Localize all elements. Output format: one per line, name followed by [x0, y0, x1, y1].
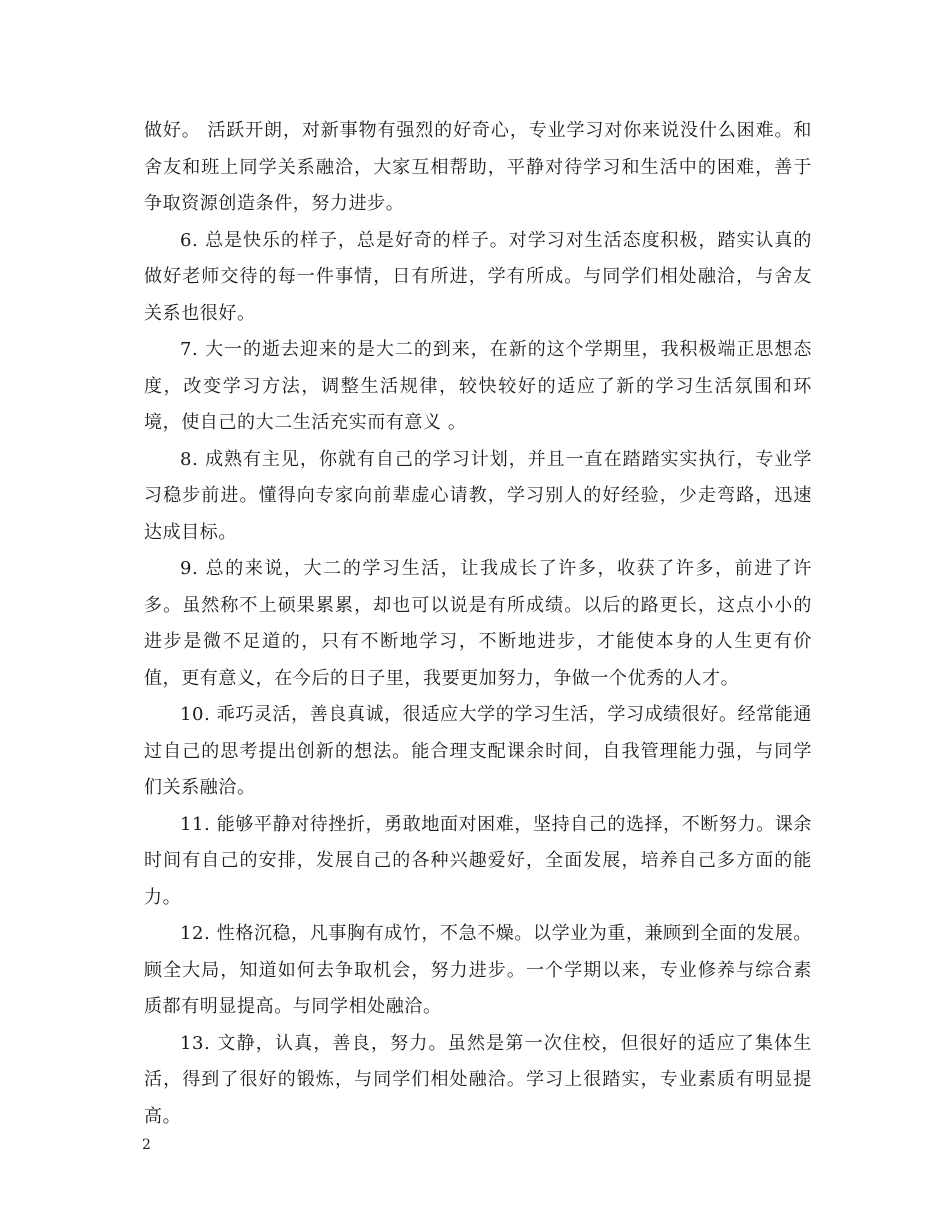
paragraph-item-8: 8. 成熟有主见，你就有自己的学习计划，并且一直在踏踏实实执行，专业学习稳步前进。懂得向专家向前辈虚心请教，学习别人的好经验，少走弯路，迅速达成目标。 — [144, 448, 812, 543]
paragraph-item-6: 6. 总是快乐的样子，总是好奇的样子。对学习对生活态度积极，踏实认真的做好老师交待的每一件事情，日有所进，学有所成。与同学们相处融洽，与舍友关系也很好。 — [144, 229, 812, 324]
paragraph-item-9: 9. 总的来说，大二的学习生活，让我成长了许多，收获了许多，前进了许多。虽然称不上硕果累累，却也可以说是有所成绩。以后的路更长，这点小小的进步是微不足道的，只有不断地学习，不断地进步，才能使本身的人生更有价值，更有意义，在今后的日子里，我要更加努力，争做一个优秀的人才。 — [144, 558, 812, 689]
paragraph-item-13: 13. 文静，认真，善良，努力。虽然是第一次住校，但很好的适应了集体生活，得到了很好的锻炼，与同学们相处融洽。学习上很踏实，专业素质有明显提高。 — [144, 1032, 812, 1127]
paragraph-item-7: 7. 大一的逝去迎来的是大二的到来，在新的这个学期里，我积极端正思想态度，改变学习方法，调整生活规律，较快较好的适应了新的学习生活氛围和环境，使自己的大二生活充实而有意义 。 — [144, 339, 812, 433]
page-number: 2 — [142, 1137, 151, 1153]
document-body — [144, 113, 812, 1135]
paragraph-item-11: 11. 能够平静对待挫折，勇敢地面对困难，坚持自己的选择，不断努力。课余时间有自己的安排，发展自己的各种兴趣爱好，全面发展，培养自己多方面的能力。 — [144, 813, 812, 908]
paragraph-item-12: 12. 性格沉稳，凡事胸有成竹，不急不燥。以学业为重，兼顾到全面的发展。顾全大局，知道如何去争取机会，努力进步。一个学期以来，专业修养与综合素质都有明显提高。与同学相处融洽。 — [144, 923, 812, 1017]
paragraph-continuation: 做好。 活跃开朗，对新事物有强烈的好奇心，专业学习对你来说没什么困难。和舍友和班上同学关系融洽，大家互相帮助，平静对待学习和生活中的困难，善于争取资源创造条件，努力进步。 — [144, 120, 812, 214]
paragraph-item-10: 10. 乖巧灵活，善良真诚，很适应大学的学习生活，学习成绩很好。经常能通过自己的思考提出创新的想法。能合理支配课余时间，自我管理能力强，与同学们关系融洽。 — [144, 704, 812, 798]
